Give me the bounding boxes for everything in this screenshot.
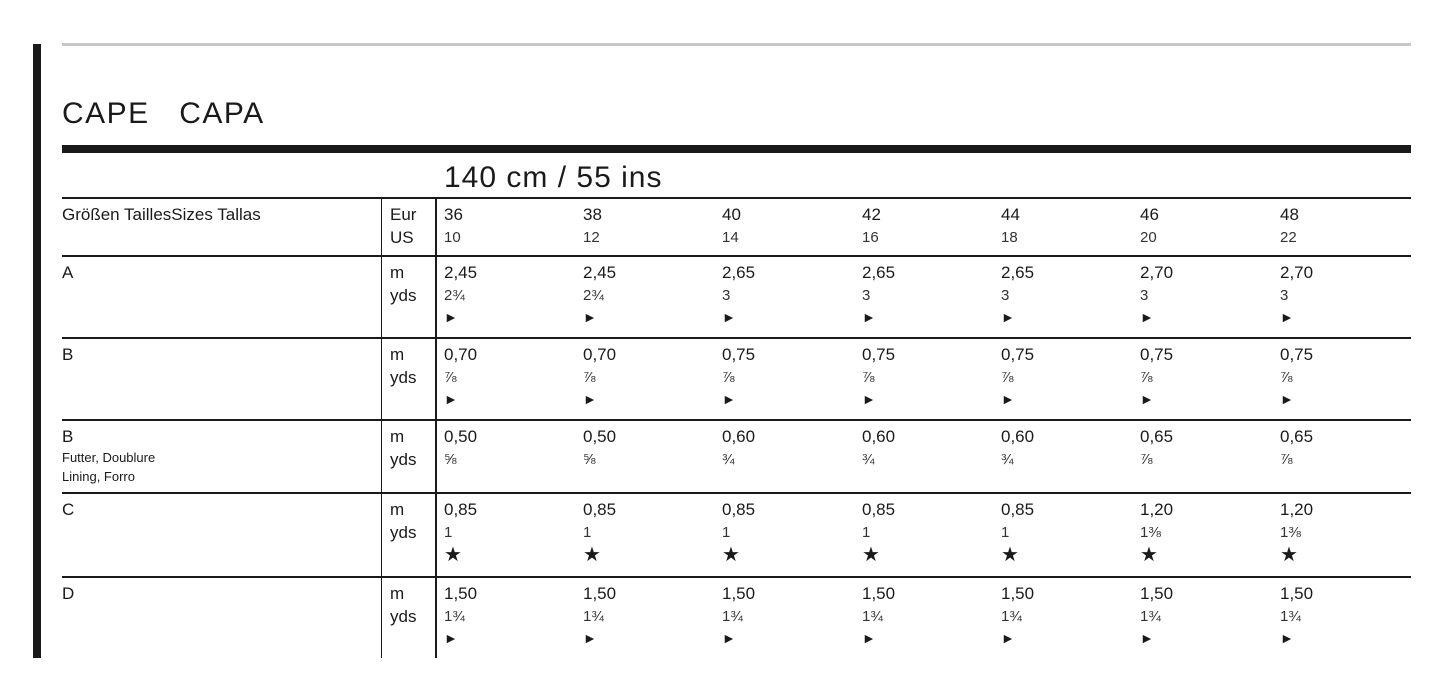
size-eur: 44	[1001, 205, 1020, 224]
unit-yds: yds	[390, 286, 417, 305]
size-cell	[862, 203, 881, 249]
meters-value: 1,20	[1140, 500, 1174, 519]
table-cell	[862, 425, 895, 471]
yards-value: 1	[444, 524, 453, 541]
meters-value: 0,85	[722, 500, 756, 519]
yards-value: 2¾	[583, 287, 604, 304]
unit-yds: yds	[390, 607, 417, 626]
meters-value: 1,50	[1280, 584, 1314, 603]
size-us: 18	[1001, 229, 1018, 246]
size-us: 10	[444, 229, 461, 246]
table-cell	[1001, 582, 1034, 648]
unit-m: m	[390, 263, 405, 282]
size-us: 22	[1280, 229, 1297, 246]
row-label-main: B	[62, 427, 74, 446]
size-eur: 38	[583, 205, 602, 224]
meters-value: 1,50	[444, 584, 478, 603]
play-marker-icon: ►	[583, 630, 597, 646]
yards-value: ⅞	[1280, 369, 1293, 386]
yards-value: ¾	[1001, 451, 1014, 468]
unit-m: m	[390, 427, 405, 446]
size-cell	[1001, 203, 1020, 249]
unit-m: m	[390, 345, 405, 364]
size-cell	[1280, 203, 1299, 249]
meters-value: 0,60	[862, 427, 896, 446]
row-label	[62, 425, 155, 486]
yards-value: 3	[1001, 287, 1010, 304]
table-cell	[1280, 261, 1313, 327]
size-us: 16	[862, 229, 879, 246]
yards-value: ¾	[722, 451, 735, 468]
table-cell	[1001, 498, 1034, 566]
yards-value: ⅞	[1140, 369, 1153, 386]
size-cell	[722, 203, 741, 249]
yards-value: ⅞	[1280, 451, 1293, 468]
meters-value: 1,50	[583, 584, 617, 603]
table-cell	[722, 261, 755, 327]
meters-value: 0,85	[444, 500, 478, 519]
meters-value: 0,75	[1001, 345, 1035, 364]
table-cell	[1140, 498, 1173, 566]
size-cell	[1140, 203, 1159, 249]
play-marker-icon: ►	[862, 309, 876, 325]
star-icon: ★	[444, 544, 462, 566]
table-cell	[1280, 498, 1313, 566]
row-unit	[390, 425, 416, 471]
meters-value: 0,70	[444, 345, 478, 364]
row-label	[62, 261, 73, 284]
table-cell	[583, 261, 616, 327]
size-column-divider	[435, 198, 437, 658]
table-cell	[444, 261, 477, 327]
table-cell	[1001, 425, 1034, 471]
yards-value: 1¾	[444, 608, 465, 625]
play-marker-icon: ►	[722, 309, 736, 325]
size-unit	[390, 203, 416, 249]
meters-value: 1,20	[1280, 500, 1314, 519]
table-rule	[62, 576, 1411, 578]
meters-value: 0,60	[722, 427, 756, 446]
play-marker-icon: ►	[1280, 391, 1294, 407]
table-cell	[1280, 343, 1313, 409]
row-label-main: D	[62, 584, 75, 603]
row-unit	[390, 343, 416, 389]
size-eur: 40	[722, 205, 741, 224]
table-cell	[444, 498, 477, 566]
play-marker-icon: ►	[1140, 309, 1154, 325]
play-marker-icon: ►	[722, 630, 736, 646]
size-label-line1: Größen Tailles	[62, 205, 172, 224]
size-label-line2: Sizes Tallas	[171, 205, 261, 224]
table-cell	[1280, 582, 1313, 648]
meters-value: 1,50	[1001, 584, 1035, 603]
table-cell	[722, 498, 755, 566]
meters-value: 0,75	[862, 345, 896, 364]
table-cell	[1140, 425, 1173, 471]
yards-value: ⅞	[722, 369, 735, 386]
yards-value: ⅞	[1001, 369, 1014, 386]
table-cell	[722, 343, 755, 409]
yards-value: 3	[1140, 287, 1149, 304]
yards-value: 1¾	[1140, 608, 1161, 625]
star-icon: ★	[1001, 544, 1019, 566]
yards-value: 1¾	[1001, 608, 1022, 625]
yards-value: 1¾	[583, 608, 604, 625]
table-rule	[62, 419, 1411, 421]
row-unit	[390, 582, 416, 628]
row-label	[62, 343, 73, 366]
unit-eur: Eur	[390, 205, 417, 224]
unit-m: m	[390, 500, 405, 519]
unit-m: m	[390, 584, 405, 603]
row-unit	[390, 261, 416, 307]
yards-value: 1	[862, 524, 871, 541]
page-title: CAPE CAPA	[62, 97, 265, 130]
size-cell	[444, 203, 463, 249]
table-rule	[62, 337, 1411, 339]
play-marker-icon: ►	[444, 391, 458, 407]
meters-value: 0,50	[583, 427, 617, 446]
meters-value: 0,75	[1280, 345, 1314, 364]
meters-value: 0,60	[1001, 427, 1035, 446]
row-label-main: B	[62, 345, 74, 364]
table-cell	[862, 498, 895, 566]
meters-value: 0,75	[1140, 345, 1174, 364]
yards-value: 1	[722, 524, 731, 541]
yards-value: 3	[722, 287, 731, 304]
meters-value: 1,50	[1140, 584, 1174, 603]
size-us: 12	[583, 229, 600, 246]
table-cell	[583, 425, 616, 471]
left-margin-bar	[33, 44, 41, 658]
meters-value: 2,70	[1280, 263, 1314, 282]
meters-value: 0,85	[862, 500, 896, 519]
table-rule	[62, 197, 1411, 199]
yards-value: 1	[583, 524, 592, 541]
unit-column-divider	[381, 198, 382, 658]
yards-value: ⅞	[1140, 451, 1153, 468]
star-icon: ★	[862, 544, 880, 566]
table-cell	[1280, 425, 1313, 471]
meters-value: 2,45	[583, 263, 617, 282]
table-cell	[722, 425, 755, 471]
row-sublabel: Lining, Forro	[62, 469, 135, 484]
meters-value: 0,85	[1001, 500, 1035, 519]
table-cell	[583, 343, 616, 409]
meters-value: 1,50	[862, 584, 896, 603]
table-cell	[1140, 261, 1173, 327]
table-rule	[62, 492, 1411, 494]
meters-value: 2,70	[1140, 263, 1174, 282]
play-marker-icon: ►	[722, 391, 736, 407]
table-cell	[1001, 261, 1034, 327]
play-marker-icon: ►	[1140, 630, 1154, 646]
yards-value: 1⅜	[1280, 524, 1301, 541]
row-label	[62, 582, 74, 605]
row-label-main: C	[62, 500, 75, 519]
size-us: 14	[722, 229, 739, 246]
play-marker-icon: ►	[583, 309, 597, 325]
star-icon: ★	[1280, 544, 1298, 566]
meters-value: 2,65	[722, 263, 756, 282]
unit-yds: yds	[390, 523, 417, 542]
yards-value: 1¾	[722, 608, 743, 625]
yards-value: ⅝	[444, 451, 457, 468]
star-icon: ★	[1140, 544, 1158, 566]
star-icon: ★	[583, 544, 601, 566]
unit-yds: yds	[390, 450, 417, 469]
yards-value: ⅞	[444, 369, 457, 386]
size-eur: 42	[862, 205, 881, 224]
table-cell	[444, 425, 477, 471]
meters-value: 0,85	[583, 500, 617, 519]
table-cell	[583, 582, 616, 648]
yards-value: 3	[862, 287, 871, 304]
yards-value: 2¾	[444, 287, 465, 304]
table-cell	[862, 343, 895, 409]
row-unit	[390, 498, 416, 544]
meters-value: 2,65	[862, 263, 896, 282]
size-cell	[583, 203, 602, 249]
size-eur: 48	[1280, 205, 1299, 224]
table-cell	[862, 582, 895, 648]
yards-value: ⅞	[583, 369, 596, 386]
play-marker-icon: ►	[444, 309, 458, 325]
play-marker-icon: ►	[1001, 309, 1015, 325]
yards-value: 1	[1001, 524, 1010, 541]
play-marker-icon: ►	[444, 630, 458, 646]
play-marker-icon: ►	[1280, 309, 1294, 325]
title-rule	[62, 145, 1411, 153]
meters-value: 1,50	[722, 584, 756, 603]
table-cell	[1140, 582, 1173, 648]
fabric-width-heading: 140 cm / 55 ins	[444, 161, 663, 194]
play-marker-icon: ►	[1280, 630, 1294, 646]
meters-value: 0,65	[1280, 427, 1314, 446]
table-rule	[62, 255, 1411, 257]
meters-value: 0,70	[583, 345, 617, 364]
yards-value: ¾	[862, 451, 875, 468]
size-us: 20	[1140, 229, 1157, 246]
meters-value: 0,50	[444, 427, 478, 446]
star-icon: ★	[722, 544, 740, 566]
play-marker-icon: ►	[862, 630, 876, 646]
unit-yds: yds	[390, 368, 417, 387]
table-cell	[1140, 343, 1173, 409]
unit-us: US	[390, 228, 414, 247]
meters-value: 0,65	[1140, 427, 1174, 446]
meters-value: 0,75	[722, 345, 756, 364]
table-cell	[722, 582, 755, 648]
table-cell	[444, 582, 477, 648]
play-marker-icon: ►	[862, 391, 876, 407]
size-label	[62, 203, 261, 226]
yards-value: 1¾	[862, 608, 883, 625]
meters-value: 2,65	[1001, 263, 1035, 282]
yards-value: ⅞	[862, 369, 875, 386]
table-cell	[1001, 343, 1034, 409]
table-cell	[444, 343, 477, 409]
play-marker-icon: ►	[1001, 630, 1015, 646]
yards-value: 1¾	[1280, 608, 1301, 625]
play-marker-icon: ►	[583, 391, 597, 407]
yards-value: 3	[1280, 287, 1289, 304]
table-cell	[862, 261, 895, 327]
yards-value: ⅝	[583, 451, 596, 468]
play-marker-icon: ►	[1140, 391, 1154, 407]
top-rule	[62, 43, 1411, 46]
size-eur: 46	[1140, 205, 1159, 224]
row-sublabel: Futter, Doublure	[62, 450, 156, 465]
row-label-main: A	[62, 263, 74, 282]
table-cell	[583, 498, 616, 566]
yards-value: 1⅜	[1140, 524, 1161, 541]
row-label	[62, 498, 74, 521]
meters-value: 2,45	[444, 263, 478, 282]
size-eur: 36	[444, 205, 463, 224]
play-marker-icon: ►	[1001, 391, 1015, 407]
